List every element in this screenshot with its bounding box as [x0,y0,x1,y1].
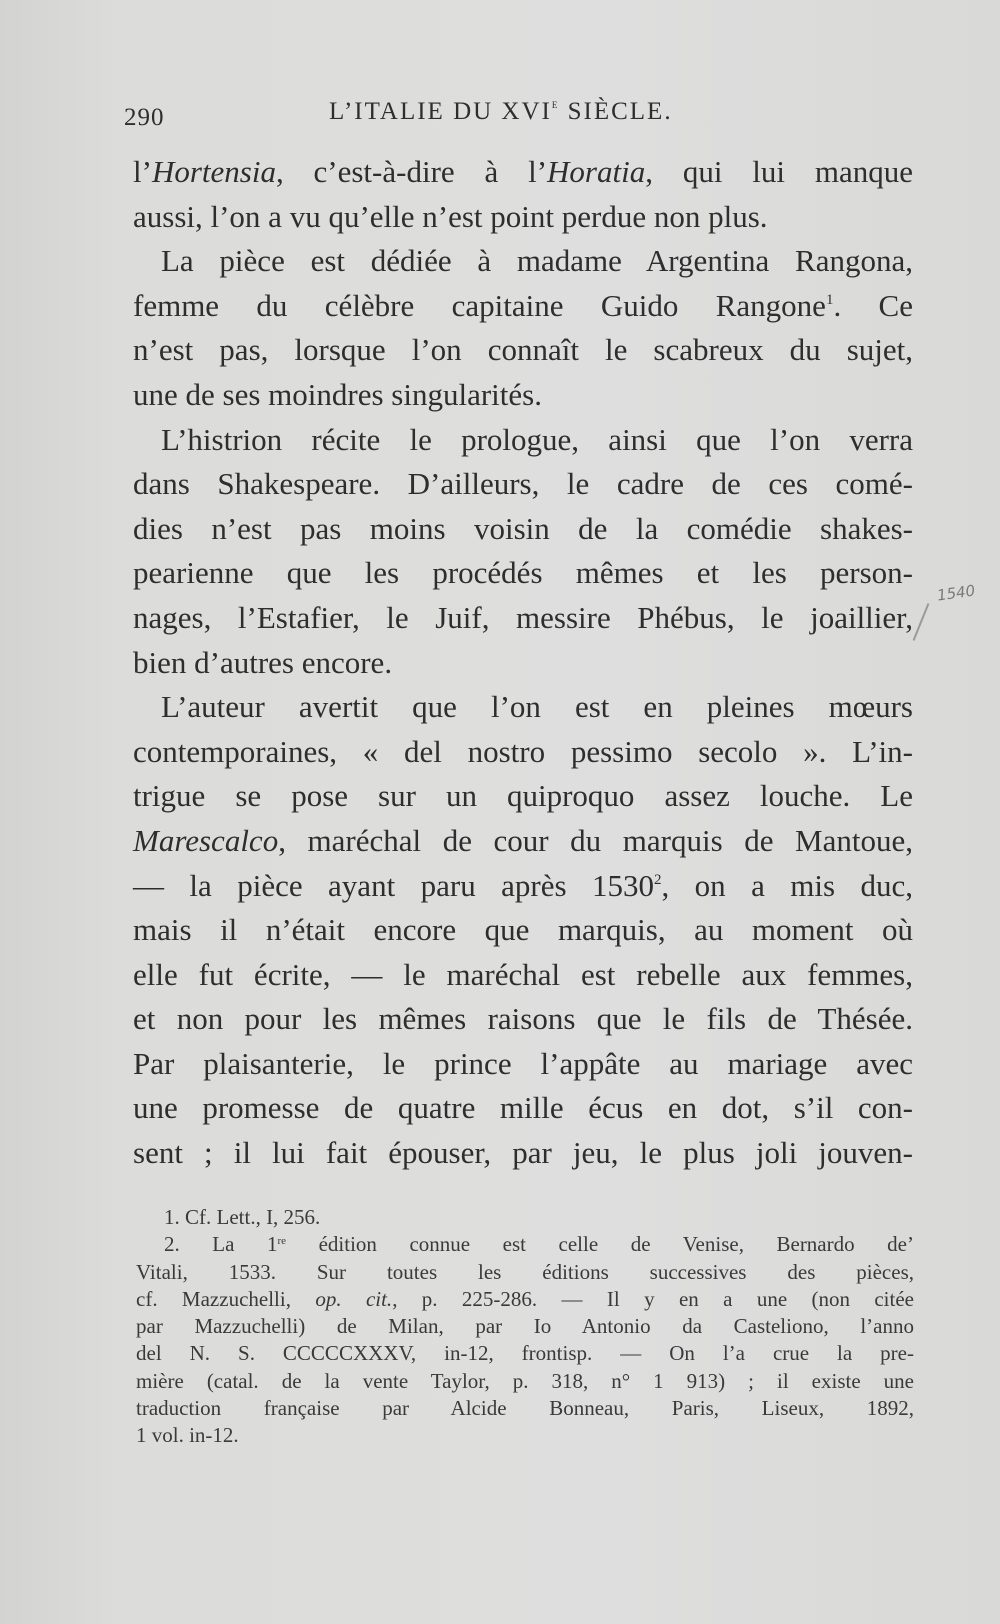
text-line [133,774,913,819]
text-segment: Vitali, 1533. Sur toutes les éditions successives des pièces, [136,1259,914,1284]
italic-text: Hortensia [151,154,276,189]
text-segment: L’auteur avertit que l’on est en pleines mœurs [161,689,913,725]
text-segment: , on a mis duc, [661,867,913,903]
text-segment: — la pièce ayant paru après 1530 [133,867,654,903]
text-line [133,730,913,775]
text-segment: traduction française par Alcide Bonneau, Paris, Liseux, 1892, [136,1396,914,1421]
text-segment: elle fut écrite, — le maréchal est rebelle aux femmes, [133,956,913,992]
text-segment: Par plaisanterie, le prince l’appâte au mariage avec [133,1045,913,1081]
page-header [124,98,714,138]
text-segment: , p. 225-286. — Il y en a une (non citée [392,1286,914,1311]
text-segment: une promesse de quatre mille écus en dot, s’il con- [133,1090,913,1126]
text-segment: mais il n’était encore que marquis, au moment où [133,912,913,948]
text-line [133,1042,913,1087]
text-segment: par Mazzuchelli) de Milan, par Io Antonio da Casteliono, l’anno [136,1314,914,1339]
italic-text: op. cit. [315,1286,393,1311]
text-segment: dans Shakespeare. D’ailleurs, le cadre de ces comé- [133,466,913,502]
margin-annotation: 1540 [935,581,977,605]
footnote-line [136,1313,914,1340]
footnote-line [136,1231,914,1258]
text-line [133,328,913,373]
footnote-line [136,1422,914,1449]
text-segment: pearienne que les procédés mêmes et les person- [133,555,913,591]
footnote-line [136,1395,914,1422]
text-line [133,284,913,329]
running-head-superscript: e [551,96,560,111]
text-segment: , qui lui manque [645,154,913,189]
text-segment: sent ; il lui fait épouser, par jeu, le plus joli jouven- [133,1135,913,1171]
text-line [133,1086,913,1131]
text-line [133,1131,913,1176]
footnotes [136,1204,914,1450]
text-line [133,195,913,240]
footnote-line [136,1204,914,1231]
italic-text: Marescalco [133,822,279,858]
text-line [133,953,913,998]
text-segment: del N. S. CCCCCXXXV, in-12, frontisp. — On l’a crue la pre- [136,1341,914,1366]
text-segment: La pièce est dédiée à madame Argentina Rangona, [161,243,913,279]
text-segment: , c’est-à-dire à l’ [275,154,548,189]
text-segment: 1 vol. in-12. [136,1423,239,1448]
text-line [133,908,913,953]
footnote-line [136,1259,914,1286]
text-segment: mière (catal. de la vente Taylor, p. 318, n° 1 913) ; il existe une [136,1368,914,1393]
text-segment: bien d’autres encore. [133,644,393,680]
text-segment: trigue se pose sur un quiproquo assez louche. Le [133,778,913,814]
text-line [133,507,913,552]
text-segment: . Ce [833,287,913,323]
text-segment: et non pour les mêmes raisons que le fils de Thésée. [133,1001,913,1037]
text-line [133,239,913,284]
body-text [133,150,913,1176]
text-line [133,150,913,195]
text-segment: 2. La 1 [164,1232,278,1257]
text-segment: dies n’est pas moins voisin de la comédie shakes- [133,510,913,546]
text-segment: femme du célèbre capitaine Guido Rangone [133,287,826,323]
text-segment: une de ses moindres singularités. [133,376,542,412]
text-segment: édition connue est celle de Venise, Bernardo de’ [286,1232,914,1257]
text-segment: n’est pas, lorsque l’on connaît le scabreux du sujet, [133,332,913,368]
text-segment: L’histrion récite le prologue, ainsi que l’on verra [161,421,913,457]
note-reference: 1 [825,291,834,308]
text-line [133,596,913,641]
text-line [133,551,913,596]
text-line [133,997,913,1042]
text-line [133,462,913,507]
text-segment: 1. Cf. Lett., I, 256. [164,1205,321,1229]
text-segment: aussi, l’on a vu qu’elle n’est point perdue non plus. [133,198,768,234]
text-line [133,373,913,418]
footnote-line [136,1368,914,1395]
text-segment: contemporaines, « del nostro pessimo secolo ». L’in- [133,733,913,769]
page-number: 290 [124,104,165,131]
text-line [133,864,913,909]
note-reference: re [277,1235,287,1248]
running-head [329,98,673,126]
italic-text: Horatia [547,154,646,189]
text-segment: , maréchal de cour du marquis de Mantoue, [278,822,913,858]
text-line [133,641,913,686]
footnote-line [136,1340,914,1367]
text-line [133,819,913,864]
running-head-suffix: SIÈCLE. [559,98,673,125]
note-reference: 2 [653,871,662,888]
margin-pencil-stroke [913,603,930,641]
text-line [133,685,913,730]
text-segment: cf. Mazzuchelli, [136,1286,316,1311]
text-segment: nages, l’Estafier, le Juif, messire Phébus, le joaillier, [133,599,913,635]
footnote-line [136,1286,914,1313]
text-segment: l’ [133,154,152,189]
text-line [133,418,913,463]
running-head-prefix: L’ITALIE DU XVI [329,98,552,125]
